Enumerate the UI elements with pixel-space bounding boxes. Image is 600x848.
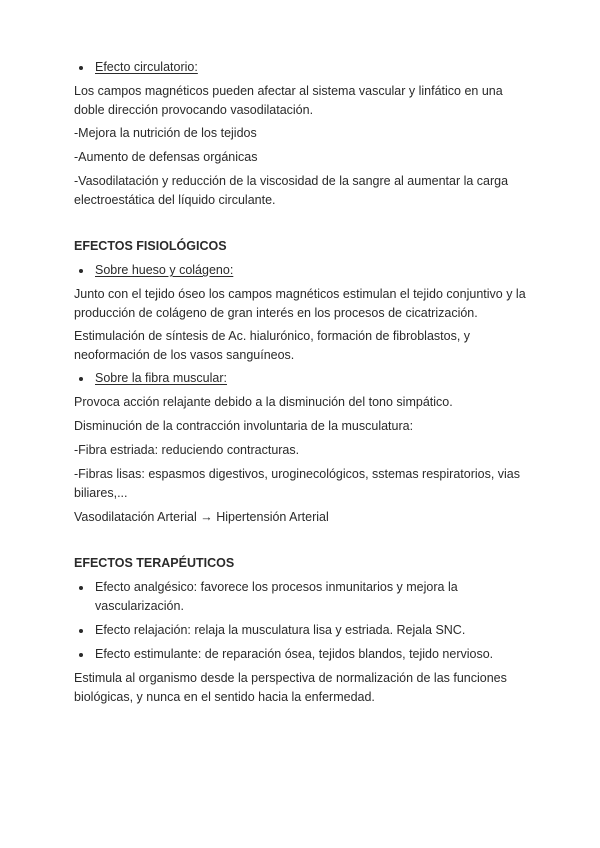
bullet-label: Efecto relajación: relaja la musculatura lisa y estriada. Rejala SNC. — [95, 623, 466, 637]
bullet-dot-icon — [79, 66, 83, 70]
paragraph: -Mejora la nutrición de los tejidos — [74, 126, 257, 140]
paragraph: -Fibras lisas: espasmos digestivos, uroginecológicos, sstemas respiratorios, vias biliares,... — [74, 467, 521, 500]
bullet-fibra-muscular — [74, 369, 534, 388]
bullet-dot-icon — [79, 586, 83, 590]
bullet-efecto-analgesico — [74, 578, 534, 616]
bullet-label: Efecto analgésico: favorece los procesos inmunitarios y mejora la vascularización. — [95, 580, 458, 613]
paragraph: Vasodilatación Arterial → Hipertensión Arterial — [74, 510, 329, 524]
bullet-dot-icon — [79, 377, 83, 381]
paragraph: -Aumento de defensas orgánicas — [74, 150, 258, 164]
bullet-label: Sobre hueso y colágeno: — [95, 263, 234, 277]
paragraph: -Fibra estriada: reduciendo contracturas. — [74, 443, 300, 457]
document-content — [74, 58, 534, 707]
paragraph: Estimulación de síntesis de Ac. hialurónico, formación de fibroblastos, y neoformación de los vasos sanguíneos. — [74, 329, 471, 362]
bullet-efecto-estimulante — [74, 645, 534, 664]
paragraph: Junto con el tejido óseo los campos magnéticos estimulan el tejido conjuntivo y la producción de colágeno de gran interés en los procesos de cicatrización. — [74, 287, 526, 320]
paragraph: Disminución de la contracción involuntaria de la musculatura: — [74, 419, 414, 433]
paragraph: Los campos magnéticos pueden afectar al sistema vascular y linfático en una doble dirección provocando vasodilatación. — [74, 84, 503, 117]
bullet-efecto-circulatorio — [74, 58, 534, 77]
bullet-dot-icon — [79, 269, 83, 273]
bullet-label: Efecto estimulante: de reparación ósea, tejidos blandos, tejido nervioso. — [95, 647, 494, 661]
paragraph: Provoca acción relajante debido a la disminución del tono simpático. — [74, 395, 453, 409]
bullet-dot-icon — [79, 653, 83, 657]
bullet-hueso-colageno — [74, 261, 534, 280]
bullet-dot-icon — [79, 629, 83, 633]
paragraph: Estimula al organismo desde la perspectiva de normalización de las funciones biológicas, y nunca en el sentido hacia la enfermedad. — [74, 671, 507, 704]
bullet-efecto-relajacion — [74, 621, 534, 640]
section-heading: EFECTOS TERAPÉUTICOS — [74, 556, 235, 570]
section-heading: EFECTOS FISIOLÓGICOS — [74, 239, 227, 253]
paragraph: -Vasodilatación y reducción de la viscosidad de la sangre al aumentar la carga electroestática del líquido circulante. — [74, 174, 509, 207]
bullet-label: Efecto circulatorio: — [95, 60, 198, 74]
bullet-label: Sobre la fibra muscular: — [95, 371, 228, 385]
